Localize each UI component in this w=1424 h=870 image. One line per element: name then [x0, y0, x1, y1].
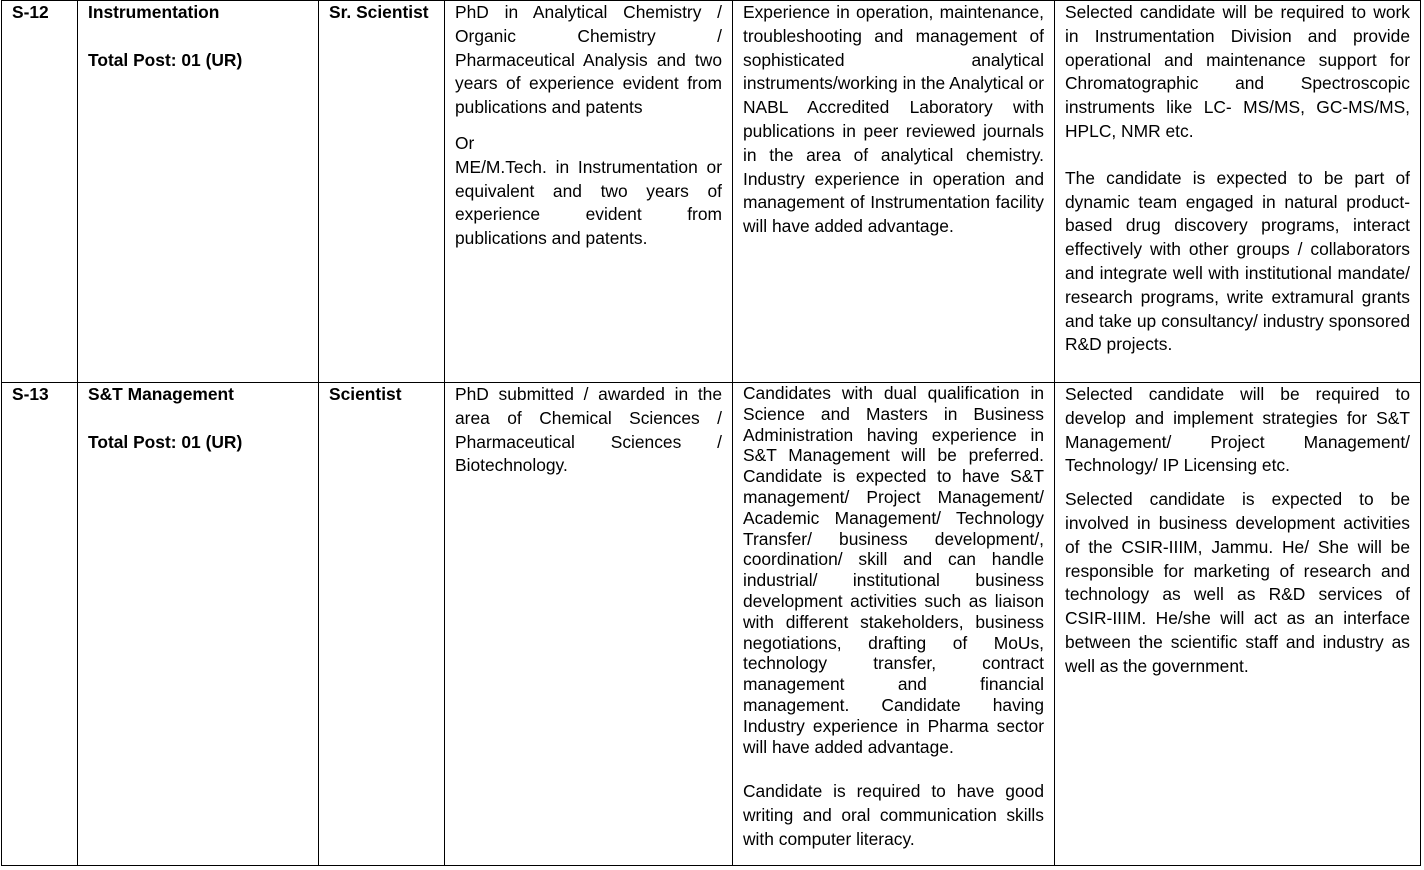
- qualification-text: PhD submitted / awarded in the area of Chemical Sciences / Pharmaceutical Sciences / Biotechnology.: [455, 384, 722, 476]
- qualification-text: PhD in Analytical Chemistry / Organic Chemistry / Pharmaceutical Analysis and two years of experience evident from publications and patents: [455, 2, 722, 118]
- duties-text: Selected candidate will be required to work in Instrumentation Division and provide operational and maintenance support for Chromatographic and Spectroscopic instruments like LC- MS/MS, GC-MS/MS, HPLC, NMR etc.: [1065, 2, 1410, 141]
- qualification-cell: [445, 1, 733, 383]
- post-code: S-13: [2, 383, 78, 866]
- duties-text: Selected candidate is expected to be involved in business development activities of the CSIR-IIIM, Jammu. He/ She will be responsible for marketing of research and technology as well as R&D services of CSIR-IIIM. He/she will act as an interface between the scientific staff and industry as well as the government.: [1065, 489, 1410, 676]
- designation: Sr. Scientist: [319, 1, 445, 383]
- post-code: S-12: [2, 1, 78, 383]
- qualification-cell: [445, 383, 733, 866]
- experience-cell: [733, 1, 1055, 383]
- designation: Scientist: [319, 383, 445, 866]
- duties-cell: [1055, 383, 1421, 866]
- total-post: Total Post: 01 (UR): [88, 431, 243, 452]
- qualification-or: Or: [455, 132, 475, 153]
- experience-cell: [733, 383, 1055, 866]
- table-row: [2, 1, 1421, 383]
- total-post: Total Post: 01 (UR): [88, 49, 243, 70]
- qualification-text: ME/M.Tech. in Instrumentation or equivalent and two years of experience evident from publications and patents.: [455, 156, 722, 249]
- duties-cell: [1055, 1, 1421, 383]
- post-name: S&T Management: [88, 384, 234, 404]
- table-row: [2, 383, 1421, 866]
- experience-text: Candidate is required to have good writing and oral communication skills with computer literacy.: [743, 781, 1044, 849]
- experience-text: Candidates with dual qualification in Science and Masters in Business Administration having experience in S&T Management will be preferred. Candidate is expected to have S&T management/ Project Management/ Academic Management/ Technology Transfer/ business development/, coordination/ skill and can handle industrial/ institutional business development activities such as liaison with different stakeholders, business negotiations, drafting of MoUs, technology transfer, contract management and financial management. Candidate having Industry experience in Pharma sector will have added advantage.: [743, 383, 1044, 757]
- duties-text: The candidate is expected to be part of dynamic team engaged in natural product-based drug discovery programs, interact effectively with other groups / collaborators and integrate well with institutional mandate/ research programs, write extramural grants and take up consultancy/ industry sponsored R&D projects.: [1065, 167, 1410, 355]
- post-name: Instrumentation: [88, 2, 220, 22]
- post-name-cell: [78, 383, 319, 866]
- recruitment-table: [1, 0, 1421, 866]
- post-name-cell: [78, 1, 319, 383]
- experience-text: Experience in operation, maintenance, troubleshooting and management of sophisticated analytical instruments/working in the Analytical or NABL Accredited Laboratory with publications in peer reviewed journals in the area of analytical chemistry. Industry experience in operation and management of Instrumentation facility will have added advantage.: [743, 2, 1044, 237]
- duties-text: Selected candidate will be required to develop and implement strategies for S&T Management/ Project Management/ Technology/ IP Licensing etc.: [1065, 384, 1410, 476]
